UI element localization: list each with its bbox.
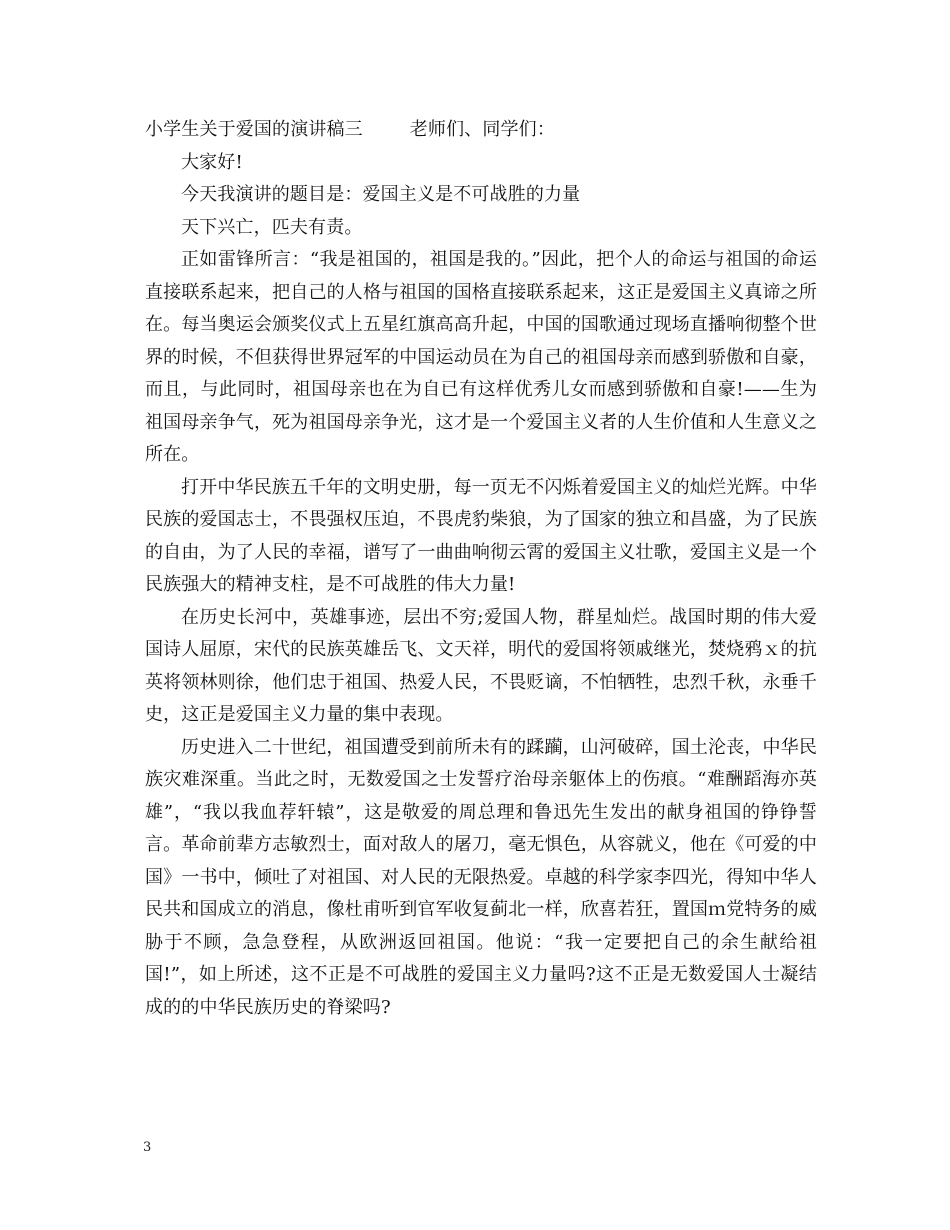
proverb-paragraph: 天下兴亡，匹夫有责。 — [181, 216, 363, 238]
page-number: 3 — [143, 1140, 152, 1155]
document-body — [145, 114, 817, 1024]
speech-topic-paragraph: 今天我演讲的题目是：爱国主义是不可战胜的力量 — [181, 184, 581, 205]
body-paragraph: 在历史长河中，英雄事迹，层出不穷;爱国人物，群星灿烂。战国时期的伟大爱国诗人屈原，宋代的民族英雄岳飞、文天祥，明代的爱国将领戚继光，焚烧鸦ｘ的抗英将领林则徐，他们忠于祖国、热爱人民，不畏贬谪，不怕牺牲，忠烈千秋，永垂千史，这正是爱国主义力量的集中表现。 — [145, 606, 817, 725]
body-paragraph: 打开中华民族五千年的文明史册，每一页无不闪烁着爱国主义的灿烂光辉。中华民族的爱国志士，不畏强权压迫，不畏虎豹柴狼，为了国家的独立和昌盛，为了民族的自由，为了人民的幸福，谱写了一曲曲响彻云霄的爱国主义壮歌，爱国主义是一个民族强大的精神支柱，是不可战胜的伟大力量! — [145, 476, 817, 595]
body-paragraph: 正如雷锋所言：“我是祖国的，祖国是我的。”因此，把个人的命运与祖国的命运直接联系起来，把自己的人格与祖国的国格直接联系起来，这正是爱国主义真谛之所在。每当奥运会颁奖仪式上五星红旗高高升起，中国的国歌通过现场直播响彻整个世界的时候，不但获得世界冠军的中国运动员在为自己的祖国母亲而感到骄傲和自豪，而且，与此同时，祖国母亲也在为自已有这样优秀儿女而感到骄傲和自豪!——生为祖国母亲争气，死为祖国母亲争光，这才是一个爱国主义者的人生价值和人生意义之所在。 — [145, 249, 817, 465]
greeting-paragraph: 大家好! — [181, 151, 243, 173]
body-paragraph: 历史进入二十世纪，祖国遭受到前所未有的蹂躏，山河破碎，国土沦丧，中华民族灾难深重。当此之时，无数爱国之士发誓疗治母亲躯体上的伤痕。“难酬蹈海亦英雄”，“我以我血荐轩辕”，这是敬爱的周总理和鲁迅先生发出的献身祖国的铮铮誓言。革命前辈方志敏烈士，面对敌人的屠刀，毫无惧色，从容就义，他在《可爱的中国》一书中，倾吐了对祖国、对人民的无限热爱。卓越的科学家李四光，得知中华人民共和国成立的消息，像杜甫听到官军收复蓟北一样，欣喜若狂，置国ｍ党特务的威胁于不顾，急急登程，从欧洲返回祖国。他说：“我一定要把自己的余生献给祖国!”，如上所述，这不正是不可战胜的爱国主义力量吗?这不正是无数爱国人士凝结成的的中华民族历史的脊梁吗? — [145, 736, 817, 1018]
document-title-line: 小学生关于爱国的演讲稿三 老师们、同学们： — [145, 119, 555, 140]
